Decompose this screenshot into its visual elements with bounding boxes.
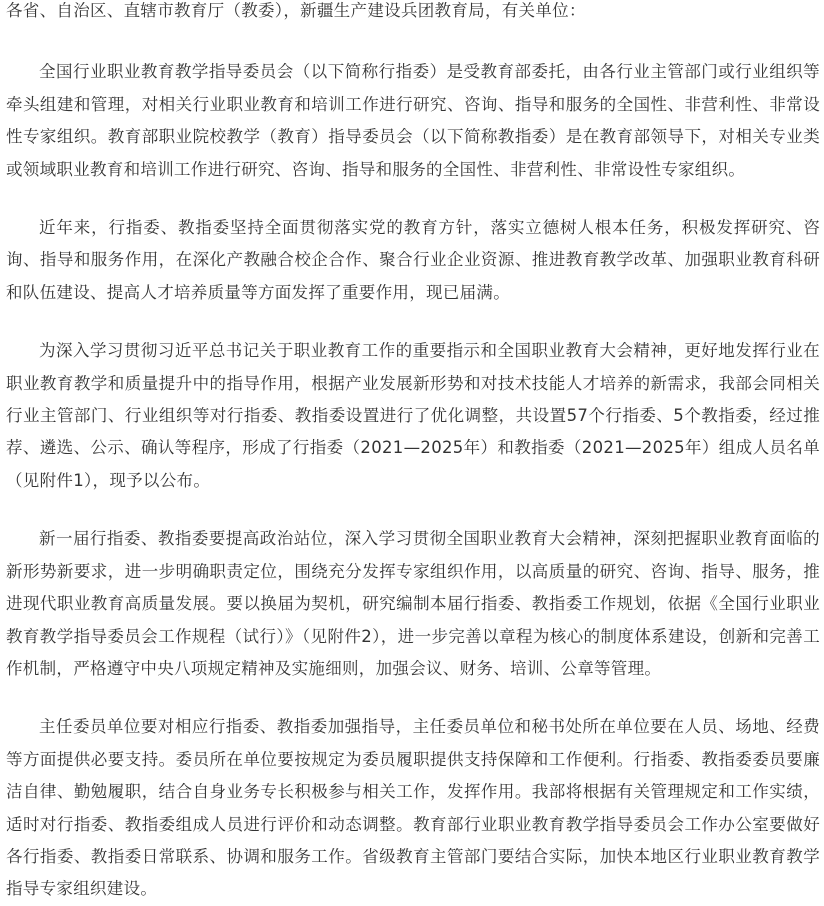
paragraph-recent-work: 近年来，行指委、教指委坚持全面贯彻落实党的教育方针，落实立德树人根本任务，积极发挥研究、咨询、指导和服务作用，在深化产教融合校企合作、聚合行业企业资源、推进教育教学改革、加强职业教育科研和队伍建设、提高人才培养质量等方面发挥了重要作用，现已届满。 bbox=[6, 218, 820, 302]
paragraph-support-and-management: 主任委员单位要对相应行指委、教指委加强指导，主任委员单位和秘书处所在单位要在人员、场地、经费等方面提供必要支持。委员所在单位要按规定为委员履职提供支持保障和工作便利。行指委、教指委委员要廉洁自律、勤勉履职，结合自身业务专长积极参与相关工作，发挥作用。我部将根据有关管理规定和工作实绩，适时对行指委、教指委组成人员进行评价和动态调整。教育部行业职业教育教学指导委员会工作办公室要做好各行指委、教指委日常联系、协调和服务工作。省级教育主管部门要结合实际，加快本地区行业职业教育教学指导专家组织建设。 bbox=[6, 717, 820, 899]
paragraph-new-term-requirements: 新一届行指委、教指委要提高政治站位，深入学习贯彻全国职业教育大会精神，深刻把握职业教育面临的新形势新要求，进一步明确职责定位，围绕充分发挥专家组织作用，以高质量的研究、咨询、指导、服务，推进现代职业教育高质量发展。要以换届为契机，研究编制本届行指委、教指委工作规划，依据《全国行业职业教育教学指导委员会工作规程（试行）》（见附件2），进一步完善以章程为核心的制度体系建设，创新和完善工作机制，严格遵守中央八项规定精神及实施细则，加强会议、财务、培训、公章等管理。 bbox=[6, 529, 820, 678]
notice-document bbox=[6, 0, 820, 906]
salutation: 各省、自治区、直辖市教育厅（教委），新疆生产建设兵团教育局，有关单位： bbox=[6, 1, 586, 20]
paragraph-adjustment-announcement: 为深入学习贯彻习近平总书记关于职业教育工作的重要指示和全国职业教育大会精神，更好地发挥行业在职业教育教学和质量提升中的指导作用，根据产业发展新形势和对技术技能人才培养的新需求，我部会同相关行业主管部门、行业组织等对行指委、教指委设置进行了优化调整，共设置57个行指委、5个教指委，经过推荐、遴选、公示、确认等程序，形成了行指委（2021—2025年）和教指委（2021—2025年）组成人员名单（见附件1），现予以公布。 bbox=[6, 341, 820, 490]
paragraph-committee-definition: 全国行业职业教育教学指导委员会（以下简称行指委）是受教育部委托，由各行业主管部门或行业组织等牵头组建和管理，对相关行业职业教育和培训工作进行研究、咨询、指导和服务的全国性、非营利性、非常设性专家组织。教育部职业院校教学（教育）指导委员会（以下简称教指委）是在教育部领导下，对相关专业类或领域职业教育和培训工作进行研究、咨询、指导和服务的全国性、非营利性、非常设性专家组织。 bbox=[6, 62, 820, 179]
